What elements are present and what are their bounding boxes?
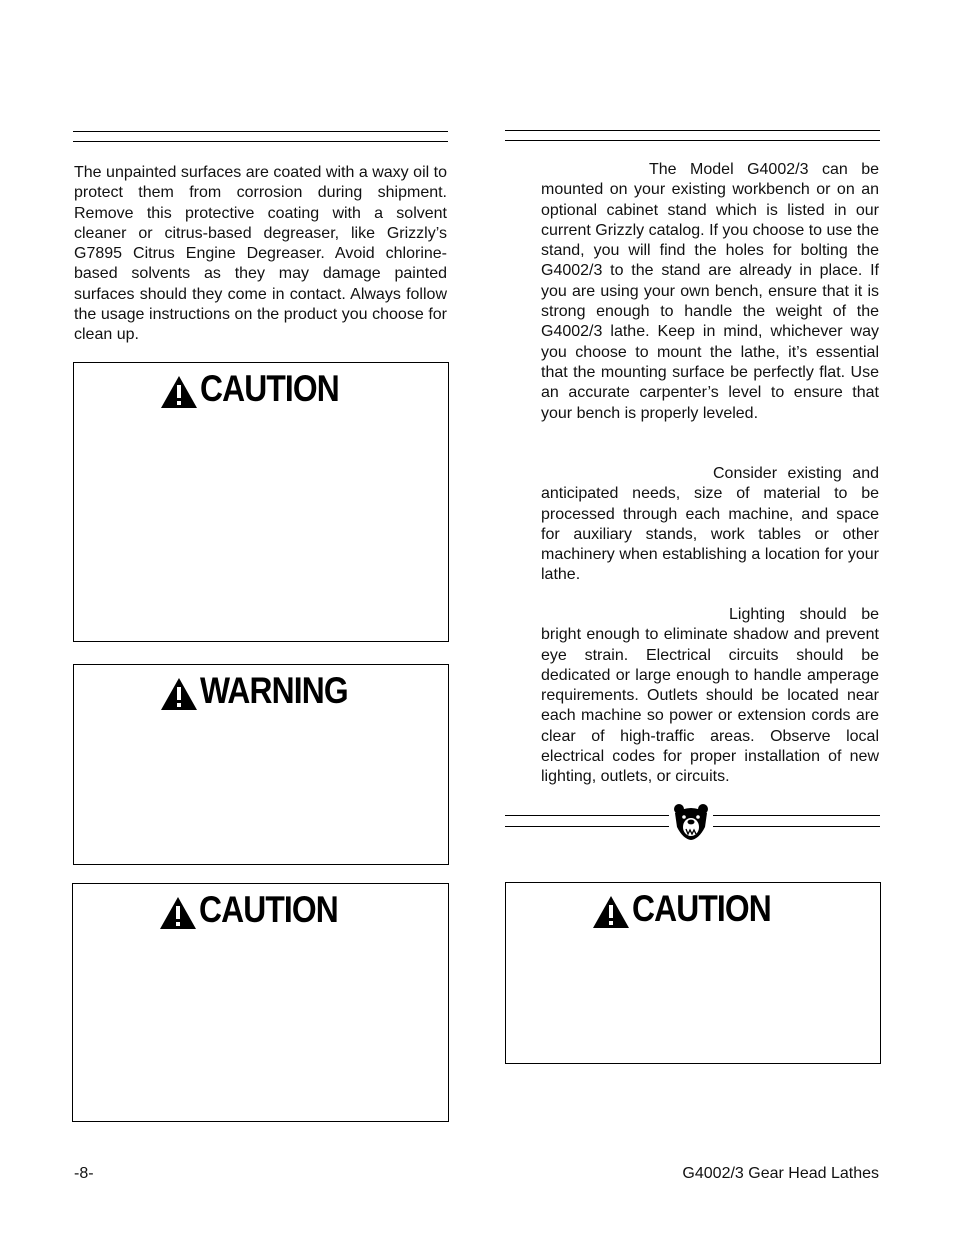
placement-paragraph xyxy=(541,464,879,586)
caution-label: CAUTION xyxy=(199,889,338,930)
caution-sign-3 xyxy=(592,889,794,929)
lighting-paragraph xyxy=(541,605,879,788)
warning-triangle-icon xyxy=(159,896,197,930)
caution-box-1 xyxy=(73,362,449,642)
left-header-rule-bottom xyxy=(73,141,448,142)
bear-logo-icon xyxy=(671,801,711,841)
warning-label: WARNING xyxy=(200,670,348,711)
warning-triangle-icon xyxy=(160,677,198,711)
cleanup-paragraph: The unpainted surfaces are coated with a waxy oil to protect them from corrosion during shipment. Remove this protective coating with a solvent cleaner or citrus-based degreaser, like Grizzly’s G7895 Citrus Engine Degreaser. Avoid chlorine-based solvents as they may damage painted surfaces should they come in contact. Always follow the usage instructions on the product you choose for clean up. xyxy=(74,164,447,344)
caution-box-2 xyxy=(72,883,449,1122)
divider-rule-right-top xyxy=(713,815,880,816)
divider-rule-left-bottom xyxy=(505,826,669,827)
warning-box-1 xyxy=(73,664,449,865)
mounting-paragraph xyxy=(541,160,879,424)
caution-sign-1 xyxy=(160,369,362,409)
warning-triangle-icon xyxy=(592,895,630,929)
right-header-rule-top xyxy=(505,130,880,131)
page-number: -8- xyxy=(74,1165,94,1182)
caution-label: CAUTION xyxy=(200,368,339,409)
placement-text: Consider existing and anticipated needs, size of material to be processed through each machine, and space for auxiliary stands, work tables or other machinery when establishing a location for your lathe. xyxy=(541,465,879,584)
left-header-rule-top xyxy=(73,131,448,132)
warning-sign-1 xyxy=(160,671,372,711)
right-header-rule-bottom xyxy=(505,140,880,141)
caution-label: CAUTION xyxy=(632,888,771,929)
divider-rule-right-bottom xyxy=(713,826,880,827)
caution-box-3 xyxy=(505,882,881,1064)
divider-rule-left-top xyxy=(505,815,669,816)
mounting-text: The Model G4002/3 can be mounted on your existing workbench or on an optional cabinet stand which is listed in our current Grizzly catalog. If you choose to use the stand, you will find the holes for bolting the G4002/3 to the stand are already in place. If you are using your own bench, ensure that it is strong enough to handle the weight of the G4002/3 lathe. Keep in mind, whichever way you choose to mount the lathe, it’s essential that the mounting surface be perfectly flat. Use an accurate carpenter’s level to ensure that your bench is properly leveled. xyxy=(541,161,879,422)
warning-triangle-icon xyxy=(160,375,198,409)
caution-sign-2 xyxy=(159,890,361,930)
manual-title: G4002/3 Gear Head Lathes xyxy=(682,1165,879,1182)
lighting-text: Lighting should be bright enough to eliminate shadow and prevent eye strain. Electrical circuits should be dedicated or large enough to handle amperage requirements. Outlets should be located near each machine so power or extension cords are clear of high-traffic areas. Observe local electrical codes for proper installation of new lighting, outlets, or circuits. xyxy=(541,606,879,786)
